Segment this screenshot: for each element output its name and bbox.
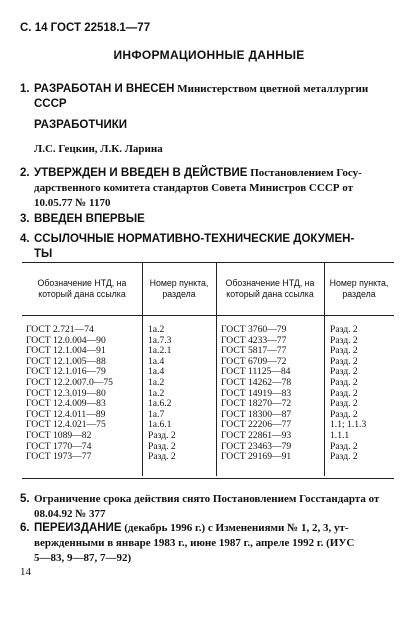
section-number: 1. [20, 83, 30, 95]
table-cell: ГОСТ 29169—91 [221, 451, 292, 463]
table-cell: ГОСТ 6709—72 [221, 355, 287, 367]
column-divider [324, 263, 325, 476]
table-cell: ГОСТ 12.1.016—79 [26, 366, 106, 378]
table-cell: ГОСТ 12.4.011—89 [26, 408, 106, 420]
table-cell: ГОСТ 18300—87 [221, 408, 292, 420]
table-cell: Разд. 2 [330, 387, 358, 399]
table-cell: 1а.6.1 [148, 419, 172, 431]
table-cell: ГОСТ 12.2.007.0—75 [26, 376, 113, 388]
table-cell: ГОСТ 22206—77 [221, 419, 292, 431]
developers-names: Л.С. Гецкин, Л.К. Ларина [34, 143, 163, 155]
table-cell: Разд. 2 [330, 451, 358, 463]
section-text: Ограничение срока действия снято Постановлением Госстандарта от [34, 493, 380, 505]
table-cell: ГОСТ 3760—79 [221, 324, 287, 335]
table-cell: ГОСТ 4233—77 [221, 334, 287, 346]
table-cell: ГОСТ 12.4.021—75 [26, 419, 106, 431]
developers-heading: РАЗРАБОТЧИКИ [34, 119, 127, 131]
section-lead: ВВЕДЕН ВПЕРВЫЕ [34, 213, 145, 225]
column-header: Номер пункта, раздела [149, 278, 209, 299]
section-number: 4. [20, 233, 30, 245]
section-1 [20, 82, 400, 112]
table-cell: Разд. 2 [330, 334, 358, 346]
table-cell: ГОСТ 14262—78 [221, 376, 292, 388]
section-number: 6. [20, 522, 30, 534]
running-head: С. 14 ГОСТ 22518.1—77 [20, 22, 151, 34]
section-lead: ПЕРЕИЗДАНИЕ [34, 522, 122, 534]
table-cell: 1.1.1 [330, 429, 350, 441]
table-column-right-refs [330, 325, 366, 463]
table-cell: 1а.4 [148, 366, 165, 378]
section-number: 2. [20, 167, 30, 179]
table-cell: ГОСТ 12.1.004—91 [26, 345, 106, 357]
table-cell: Разд. 2 [330, 366, 358, 378]
section-2 [20, 166, 400, 211]
section-text: Постановлением Госу- [247, 167, 362, 179]
table-cell: ГОСТ 12.1.005—88 [26, 355, 106, 367]
column-header: Обозначение НТД, на который дана ссылка [37, 278, 127, 299]
table-cell: Разд. 2 [330, 324, 358, 335]
section-lead: ССЫЛОЧНЫЕ НОРМАТИВНО-ТЕХНИЧЕСКИЕ ДОКУМЕН- [34, 233, 355, 245]
table-cell: ГОСТ 12.4.009—83 [26, 398, 106, 410]
table-cell: 1а.7 [148, 408, 165, 420]
section-5 [20, 492, 400, 522]
table-cell: Разд. 2 [330, 376, 358, 388]
section-text: дарственного комитета стандартов Совета Министров СССР от [34, 182, 353, 194]
section-6 [20, 521, 400, 566]
table-cell: 1а.2 [148, 324, 165, 335]
table-cell: ГОСТ 14919—83 [221, 387, 292, 399]
table-cell: ГОСТ 22861—93 [221, 429, 292, 441]
section-text: 10.05.77 № 1170 [34, 197, 111, 209]
table-cell: Разд. 2 [330, 398, 358, 410]
table-cell: Разд. 2 [148, 451, 176, 463]
table-cell: ГОСТ 2.721—74 [26, 324, 94, 335]
table-cell: ГОСТ 12.3.019—80 [26, 387, 106, 399]
table-cell: Разд. 2 [330, 345, 358, 357]
references-table [22, 262, 394, 479]
section-lead: РАЗРАБОТАН И ВНЕСЕН [34, 83, 175, 95]
table-cell: 1а.4 [148, 355, 165, 367]
table-cell: ГОСТ 12.0.004—90 [26, 334, 106, 346]
table-cell: ГОСТ 18270—72 [221, 398, 292, 410]
table-cell: ГОСТ 1089—82 [26, 429, 92, 441]
table-cell: ГОСТ 1973—77 [26, 451, 92, 463]
table-cell: ГОСТ 11125—84 [221, 366, 291, 378]
table-cell: Разд. 2 [330, 440, 358, 452]
table-cell: 1а.2.1 [148, 345, 172, 357]
column-header: Обозначение НТД, на который дана ссылка [225, 278, 315, 299]
table-cell: ГОСТ 5817—77 [221, 345, 287, 357]
table-column-left-docs [26, 325, 113, 463]
page-number: 14 [20, 566, 31, 578]
section-4 [20, 232, 400, 262]
table-column-left-refs [148, 325, 176, 463]
section-text: 5—83, 9—87, 7—92) [34, 552, 132, 564]
section-text: Министерством цветной металлургии [174, 83, 369, 95]
page-title: ИНФОРМАЦИОННЫЕ ДАННЫЕ [113, 48, 305, 62]
table-cell: 1.1; 1.1.3 [330, 419, 367, 431]
column-header: Номер пункта, раздела [329, 278, 389, 299]
table-cell: 1а.2 [148, 376, 165, 388]
column-divider [142, 263, 143, 476]
table-cell: ГОСТ 23463—79 [221, 440, 292, 452]
table-cell: ГОСТ 1770—74 [26, 440, 92, 452]
section-text: (декабрь 1996 г.) с Изменениями № 1, 2, 3, ут- [121, 522, 349, 534]
table-cell: Разд. 2 [330, 355, 358, 367]
table-cell: Разд. 2 [148, 429, 176, 441]
section-text: СССР [34, 98, 67, 110]
table-cell: 1а.7.3 [148, 334, 172, 346]
section-number: 5. [20, 493, 30, 505]
section-text: 08.04.92 № 377 [34, 508, 106, 520]
table-cell: Разд. 2 [330, 408, 358, 420]
table-column-right-docs [221, 325, 291, 463]
table-cell: Разд. 2 [148, 440, 176, 452]
section-text: вержденными в январе 1983 г., июне 1987 г., апреле 1992 г. (ИУС [34, 537, 355, 549]
section-number: 3. [20, 213, 30, 225]
column-divider [216, 263, 217, 476]
section-lead: УТВЕРЖДЕН И ВВЕДЕН В ДЕЙСТВИЕ [34, 167, 248, 179]
section-3 [20, 212, 400, 227]
table-header [22, 263, 394, 316]
section-lead: ТЫ [34, 248, 53, 260]
table-cell: 1а.2 [148, 387, 165, 399]
table-cell: 1а.6.2 [148, 398, 172, 410]
